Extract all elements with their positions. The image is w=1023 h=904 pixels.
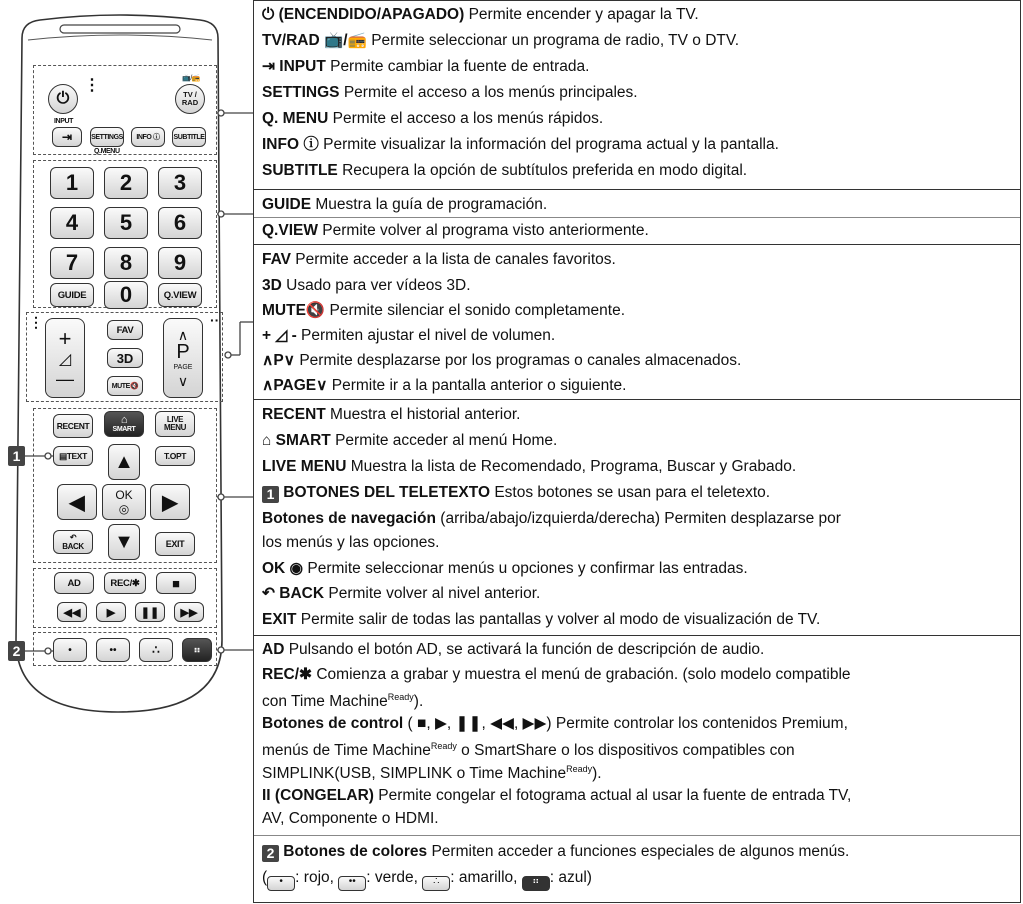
desc-mute: MUTE🔇 Permite silenciar el sonido completamente. <box>262 302 626 319</box>
tv-rad-button[interactable]: TV / RAD <box>175 84 205 114</box>
desc-smart: ⌂ SMART Permite acceder al menú Home. <box>262 432 558 449</box>
nav-left-button[interactable] <box>57 484 97 520</box>
digit-6-button[interactable]: 6 <box>158 207 202 239</box>
yellow-button[interactable] <box>139 638 173 662</box>
ok-button[interactable] <box>102 484 146 520</box>
desc-colors-2: ( • : rojo, •• : verde, ∴ : amarillo, ⠶ : azul) <box>262 867 1014 891</box>
desc-rec: REC/✱ Comienza a grabar y muestra el menú de grabación. (solo modelo compatible <box>262 666 851 683</box>
desc-3d: 3D Usado para ver vídeos 3D. <box>262 277 471 294</box>
play-button[interactable] <box>96 602 126 622</box>
desc-subtitle: SUBTITLE Recupera la opción de subtítulos preferida en modo digital. <box>262 162 748 179</box>
smart-label: SMART <box>112 426 136 433</box>
text-label: TEXT <box>66 451 87 461</box>
qview-button[interactable]: Q.VIEW <box>158 283 202 307</box>
desc-fav: FAV Permite acceder a la lista de canales favoritos. <box>262 251 616 268</box>
desc-channel: ∧P∨ Permite desplazarse por los programas o canales almacenados. <box>262 352 742 369</box>
pause-button[interactable] <box>135 602 165 622</box>
desc-freeze: II (CONGELAR) Permite congelar el fotograma actual al usar la fuente de entrada TV, <box>262 787 852 804</box>
nav-up-button[interactable] <box>108 444 140 480</box>
desc-nav-buttons: Botones de navegación (arriba/abajo/izquierda/derecha) Permiten desplazarse por <box>262 510 841 527</box>
green-dots-icon: •• <box>338 876 366 891</box>
desc-qmenu: Q. MENU Permite el acceso a los menús rápidos. <box>262 110 604 127</box>
desc-info: INFO ⓘ Permite visualizar la información del programa actual y la pantalla. <box>262 136 779 153</box>
mic-dots-icon: ⋮ <box>84 77 100 94</box>
fast-forward-icon: ▶▶ <box>180 606 198 619</box>
nav-right-button[interactable] <box>150 484 190 520</box>
blue-button[interactable] <box>182 638 212 662</box>
desc-freeze-2: AV, Componente o HDMI. <box>262 810 439 827</box>
digit-4-button[interactable]: 4 <box>50 207 94 239</box>
mute-button[interactable] <box>107 376 143 396</box>
section-power-input <box>253 0 1021 190</box>
label-1-badge: 1 <box>8 446 25 466</box>
label-2-badge: 2 <box>8 641 25 661</box>
pause-icon: ❚❚ <box>140 606 160 619</box>
digit-9-button[interactable]: 9 <box>158 247 202 279</box>
desc-colors: 2 Botones de colores Permiten acceder a funciones especiales de algunos menús. <box>262 841 1014 862</box>
desc-back: ↶ BACK Permite volver al nivel anterior. <box>262 585 541 602</box>
desc-power: ⏻ (ENCENDIDO/APAGADO) Permite encender y apagar la TV. <box>262 6 699 23</box>
rewind-icon: ◀◀ <box>63 606 81 619</box>
separator <box>254 835 1020 836</box>
ad-button[interactable]: AD <box>54 572 94 594</box>
arrow-up-icon: ▲ <box>114 450 134 473</box>
power-icon: ⏻ <box>56 90 70 107</box>
info-button[interactable]: INFO ⓘ <box>131 127 165 147</box>
channel-rocker[interactable] <box>163 318 203 398</box>
volume-plus-icon: + <box>58 326 72 351</box>
digit-5-button[interactable]: 5 <box>104 207 148 239</box>
volume-rocker[interactable] <box>45 318 85 398</box>
desc-nav-buttons-2: los menús y las opciones. <box>262 534 440 551</box>
desc-control-2: menús de Time Machine$^{Ready}$ o SmartShare o los dispositivos compatibles con <box>262 741 795 760</box>
blue-dots-icon: ⠶ <box>522 876 550 891</box>
volume-icon: ◿ <box>58 351 72 368</box>
digit-0-button[interactable]: 0 <box>104 281 148 309</box>
separator <box>254 217 1020 218</box>
channel-p-label: P <box>176 341 190 363</box>
power-button[interactable] <box>48 84 78 114</box>
digit-2-button[interactable]: 2 <box>104 167 148 199</box>
input-button[interactable] <box>52 127 82 147</box>
two-dots-icon: •• <box>109 644 117 656</box>
badge-1: 1 <box>262 486 279 503</box>
dots-left-icon: ⋮ <box>29 314 43 330</box>
recent-button[interactable]: RECENT <box>53 414 93 438</box>
rec-button[interactable]: REC/✱ <box>104 572 146 594</box>
three-dots-icon: ∴ <box>152 643 160 657</box>
smart-button[interactable] <box>104 411 144 437</box>
desc-teletext: 1 BOTONES DEL TELETEXTO Estos botones se usan para el teletexto. <box>262 482 1014 503</box>
teletext-icon: ▤ <box>59 450 67 461</box>
mute-icon: 🔇 <box>129 383 139 390</box>
arrow-down-icon: ▼ <box>114 530 134 553</box>
arrow-left-icon: ◀ <box>69 491 85 514</box>
section-playback-colors <box>253 635 1021 903</box>
stop-button[interactable] <box>156 572 196 594</box>
guide-button[interactable]: GUIDE <box>50 283 94 307</box>
stop-icon: ■ <box>172 575 180 591</box>
topt-button[interactable]: T.OPT <box>155 446 195 466</box>
desc-ok: OK ◉ Permite seleccionar menús u opciones y confirmar las entradas. <box>262 560 748 577</box>
remote-control <box>0 0 240 904</box>
section-navigation <box>253 399 1021 636</box>
home-icon: ⌂ <box>120 414 128 426</box>
desc-recent: RECENT Muestra el historial anterior. <box>262 406 521 423</box>
rewind-button[interactable] <box>57 602 87 622</box>
live-menu-button[interactable]: LIVE MENU <box>155 411 195 437</box>
one-dot-icon: • <box>68 644 72 656</box>
desc-settings: SETTINGS Permite el acceso a los menús principales. <box>262 84 638 101</box>
tv-rad-top-label: 📺/📻 <box>182 75 201 82</box>
arrow-right-icon: ▶ <box>162 491 178 514</box>
desc-input: ⇥ INPUT Permite cambiar la fuente de entrada. <box>262 58 590 75</box>
section-volume-channel <box>253 244 1021 400</box>
desc-volume: + ◿ - Permiten ajustar el nivel de volumen. <box>262 327 556 344</box>
settings-button[interactable]: SETTINGS <box>90 127 124 147</box>
fast-forward-button[interactable] <box>174 602 204 622</box>
digit-7-button[interactable]: 7 <box>50 247 94 279</box>
play-icon: ▶ <box>106 606 116 619</box>
desc-ad: AD Pulsando el botón AD, se activará la función de descripción de audio. <box>262 641 765 658</box>
volume-minus-icon: — <box>56 369 74 389</box>
red-button[interactable] <box>53 638 87 662</box>
channel-down-icon: ∨ <box>177 373 189 389</box>
desc-control-3: SIMPLINK(USB, SIMPLINK o Time Machine$^{Ready}$). <box>262 764 602 783</box>
desc-page: ∧PAGE∨ Permite ir a la pantalla anterior o siguiente. <box>262 377 627 394</box>
four-dots-icon: ⠶ <box>193 644 201 656</box>
ok-icon: ◎ <box>118 502 130 516</box>
digit-3-button[interactable]: 3 <box>158 167 202 199</box>
subtitle-button[interactable]: SUBTITLE <box>172 127 206 147</box>
input-icon: ⇥ <box>61 130 73 144</box>
red-dot-icon: • <box>267 876 295 891</box>
section-guide-qview <box>253 189 1021 245</box>
back-button[interactable] <box>53 530 93 554</box>
desc-tv-rad: TV/RAD 📺/📻 Permite seleccionar un programa de radio, TV o DTV. <box>262 32 740 49</box>
ok-label: OK <box>115 488 133 502</box>
mute-label: MUTE <box>111 382 130 390</box>
dots-right-icon: ·· <box>210 312 220 328</box>
digit-8-button[interactable]: 8 <box>104 247 148 279</box>
back-label: BACK <box>62 542 84 551</box>
3d-button[interactable]: 3D <box>107 348 143 368</box>
desc-guide: GUIDE Muestra la guía de programación. <box>262 196 548 213</box>
back-icon: ↶ <box>69 533 77 542</box>
desc-rec-2: con Time Machine$^{Ready}$). <box>262 692 424 711</box>
fav-button[interactable]: FAV <box>107 320 143 340</box>
desc-qview: Q.VIEW Permite volver al programa visto anteriormente. <box>262 222 649 239</box>
input-label: INPUT <box>54 118 74 125</box>
description-table <box>253 0 1021 903</box>
yellow-dots-icon: ∴ <box>422 876 450 891</box>
badge-2: 2 <box>262 845 279 862</box>
channel-page-label: PAGE <box>173 364 193 371</box>
digit-1-button[interactable]: 1 <box>50 167 94 199</box>
desc-exit: EXIT Permite salir de todas las pantallas y volver al modo de visualización de TV. <box>262 611 821 628</box>
green-button[interactable] <box>96 638 130 662</box>
channel-up-icon: ∧ <box>177 327 189 343</box>
qmenu-label: Q.MENU <box>94 148 120 155</box>
exit-button[interactable]: EXIT <box>155 532 195 556</box>
desc-control: Botones de control ( ■, ▶, ❚❚, ◀◀, ▶▶) Permite controlar los contenidos Premium, <box>262 715 848 732</box>
text-button[interactable] <box>53 446 93 466</box>
desc-live-menu: LIVE MENU Muestra la lista de Recomendado, Programa, Buscar y Grabado. <box>262 458 797 475</box>
nav-down-button[interactable] <box>108 524 140 560</box>
